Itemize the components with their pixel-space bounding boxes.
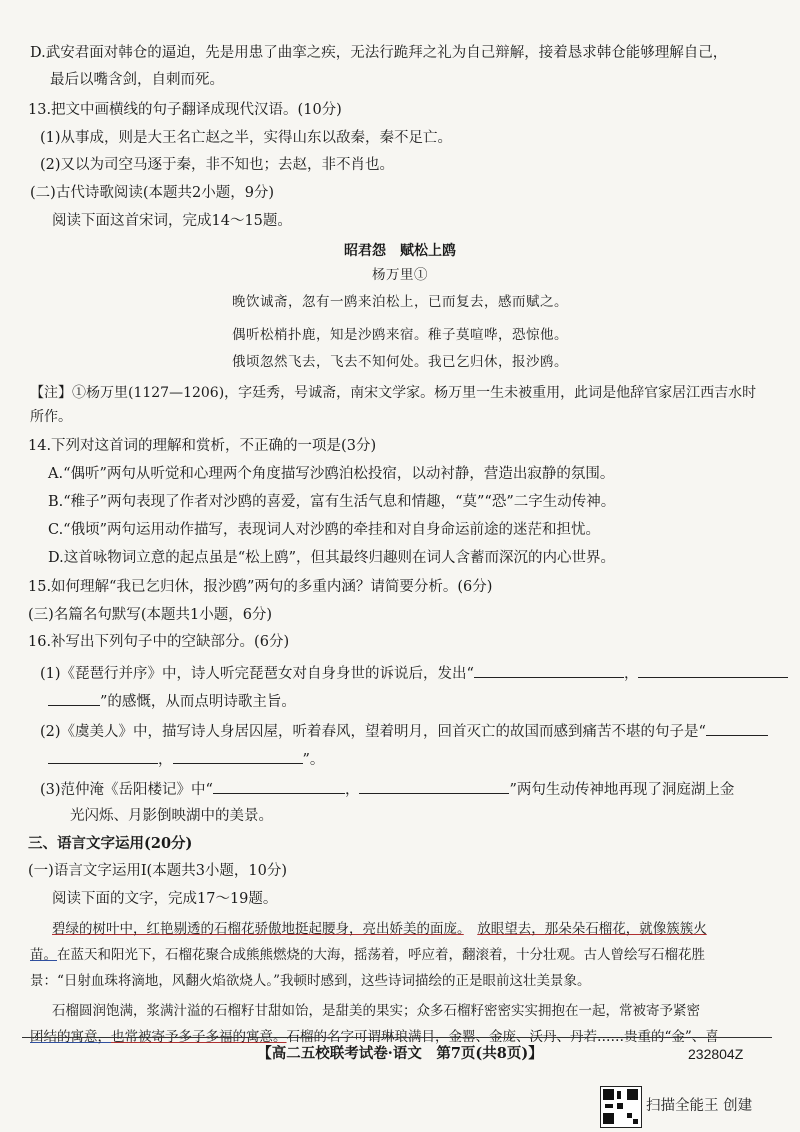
q14-option-c: C.“俄顷”两句运用动作描写，表现词人对沙鸥的牵挂和对自身命运前途的迷茫和担忧。 xyxy=(48,522,601,538)
answer-blank[interactable] xyxy=(474,663,624,678)
poem-author: 杨万里① xyxy=(372,267,428,283)
passage-p1-line2 xyxy=(30,946,705,964)
q15-prompt: 15.如何理解“我已乞归休，报沙鸥”两句的多重内涵？请简要分析。(6分) xyxy=(28,579,493,595)
passage-p2-line1: 石榴圆润饱满，浆满汁溢的石榴籽甘甜如饴，是甜美的果实；众多石榴籽密密实实拥抱在一起，常被寄予紧密 xyxy=(52,1003,700,1019)
answer-blank[interactable] xyxy=(638,663,788,678)
answer-blank[interactable] xyxy=(173,749,303,764)
q14-option-a: A.“偶听”两句从听觉和心理两个角度描写沙鸥泊松投宿，以动衬静，营造出寂静的氛围。 xyxy=(48,466,615,482)
qr-code-icon xyxy=(600,1086,642,1128)
underlined-sentence: 团结的寓意， xyxy=(30,1029,111,1045)
passage-text: 石榴的名字可谓琳琅满目，金罂、金庞、沃丹、丹若……贵重的“金”、喜 xyxy=(286,1029,719,1045)
q14-option-b: B.“稚子”两句表现了作者对沙鸥的喜爱，富有生活气息和情趣，“莫”“恐”二字生动传神。 xyxy=(48,494,616,510)
q16-item-2-line2: ， ”。 xyxy=(48,749,324,769)
q16-item-1-text: (1)《琵琶行并序》中，诗人听完琵琶女对自身身世的诉说后，发出“ xyxy=(40,666,474,682)
poem-note-line2: 所作。 xyxy=(30,409,72,425)
underlined-sentence: 也常被寄予多子多福的寓意。 xyxy=(111,1029,287,1045)
underlined-sentence: 碧绿的树叶中，红艳剔透的石榴花骄傲地挺起腰身，亮出娇美的面庞。 xyxy=(52,921,464,937)
poem-line-1: 偶听松梢扑鹿，知是沙鸥来宿。稚子莫喧哗，恐惊他。 xyxy=(232,327,568,343)
q16-item-3-line2: 光闪烁、月影倒映湖中的美景。 xyxy=(70,808,273,824)
q16-item-3-tail: ”两句生动传神地再现了洞庭湖上金 xyxy=(509,782,735,798)
q12-option-d-line2: 最后以嘴含剑，自刺而死。 xyxy=(50,72,224,88)
part3-heading: 三、语言文字运用(20分) xyxy=(28,835,193,852)
footer-divider xyxy=(22,1037,772,1038)
poem-preface: 晚饮诚斋，忽有一鸥来泊松上，已而复去，感而赋之。 xyxy=(232,294,568,310)
q13-prompt: 13.把文中画横线的句子翻译成现代汉语。(10分) xyxy=(28,102,342,118)
passage-p1-line1 xyxy=(52,920,707,938)
passage-text: 在蓝天和阳光下，石榴花聚合成熊熊燃烧的大海，摇荡着，呼应着，翻滚着，十分壮观。古人曾绘写石榴花胜 xyxy=(57,947,705,963)
passage-p1-line3: 景：“日射血珠将滴地，风翻火焰欲烧人。”我顿时感到，这些诗词描绘的正是眼前这壮美景象。 xyxy=(30,973,591,989)
part3-subheading: (一)语言文字运用Ⅰ(本题共3小题，10分) xyxy=(28,863,288,879)
scanner-watermark: 扫描全能王 创建 xyxy=(646,1098,753,1114)
q16-item-2-tail: ”。 xyxy=(302,752,325,768)
answer-blank[interactable] xyxy=(48,691,100,706)
q16-item-2-line1 xyxy=(40,721,768,741)
footer-page-label: 【高二五校联考试卷·语文 第7页(共8页)】 xyxy=(257,1045,543,1062)
section3-heading: (三)名篇名句默写(本题共1小题，6分) xyxy=(28,607,273,623)
answer-blank[interactable] xyxy=(706,721,768,736)
q16-item-3-line1: (3)范仲淹《岳阳楼记》中“ ， ”两句生动传神地再现了洞庭湖上金 xyxy=(40,779,734,799)
q14-option-d: D.这首咏物词立意的起点虽是“松上鸥”，但其最终归趣则在词人含蓄而深沉的内心世界。 xyxy=(48,550,616,566)
answer-blank[interactable] xyxy=(48,749,158,764)
underlined-sentence: 放眼望去，那朵朵石榴花，就像簇簇火 xyxy=(477,921,707,937)
part3-intro: 阅读下面的文字，完成17～19题。 xyxy=(52,891,278,907)
q16-item-2-text: (2)《虞美人》中，描写诗人身居囚屋，听着春风，望着明月，回首灭亡的故国而感到痛苦不堪的句子是“ xyxy=(40,724,706,740)
footer-exam-code: 232804Z xyxy=(688,1046,744,1062)
section2-intro: 阅读下面这首宋词，完成14～15题。 xyxy=(52,213,292,229)
q12-option-d-line1: D.武安君面对韩仓的逼迫，先是用患了曲挛之疾，无法行跪拜之礼为自己辩解，接着恳求韩仓能够理解自己， xyxy=(30,45,728,61)
q16-item-1-tail: ”的感慨，从而点明诗歌主旨。 xyxy=(100,694,296,710)
answer-blank[interactable] xyxy=(359,779,509,794)
q13-item-1: (1)从事成，则是大王名亡赵之半，实得山东以敌秦，秦不足亡。 xyxy=(40,130,453,146)
answer-blank[interactable] xyxy=(213,779,345,794)
q16-item-3-text: (3)范仲淹《岳阳楼记》中“ xyxy=(40,782,213,798)
poem-title: 昭君怨 赋松上鸥 xyxy=(344,243,456,259)
poem-note-line1: 【注】①杨万里(1127—1206)，字廷秀，号诚斋，南宋文学家。杨万里一生未被重用，此词是他辞官家居江西吉水时 xyxy=(30,385,757,401)
underlined-sentence: 苗。 xyxy=(30,947,57,963)
poem-line-2: 俄顷忽然飞去，飞去不知何处。我已乞归休，报沙鸥。 xyxy=(232,354,568,370)
q16-item-1-line2 xyxy=(48,691,296,711)
q16-item-1-line1: (1)《琵琶行并序》中，诗人听完琵琶女对自身身世的诉说后，发出“ ， xyxy=(40,663,788,683)
q14-prompt: 14.下列对这首词的理解和赏析，不正确的一项是(3分) xyxy=(28,438,377,454)
q16-prompt: 16.补写出下列句子中的空缺部分。(6分) xyxy=(28,634,290,650)
section2-heading: (二)古代诗歌阅读(本题共2小题，9分) xyxy=(30,185,275,201)
q13-item-2: (2)又以为司空马逐于秦，非不知也；去赵，非不肖也。 xyxy=(40,157,395,173)
